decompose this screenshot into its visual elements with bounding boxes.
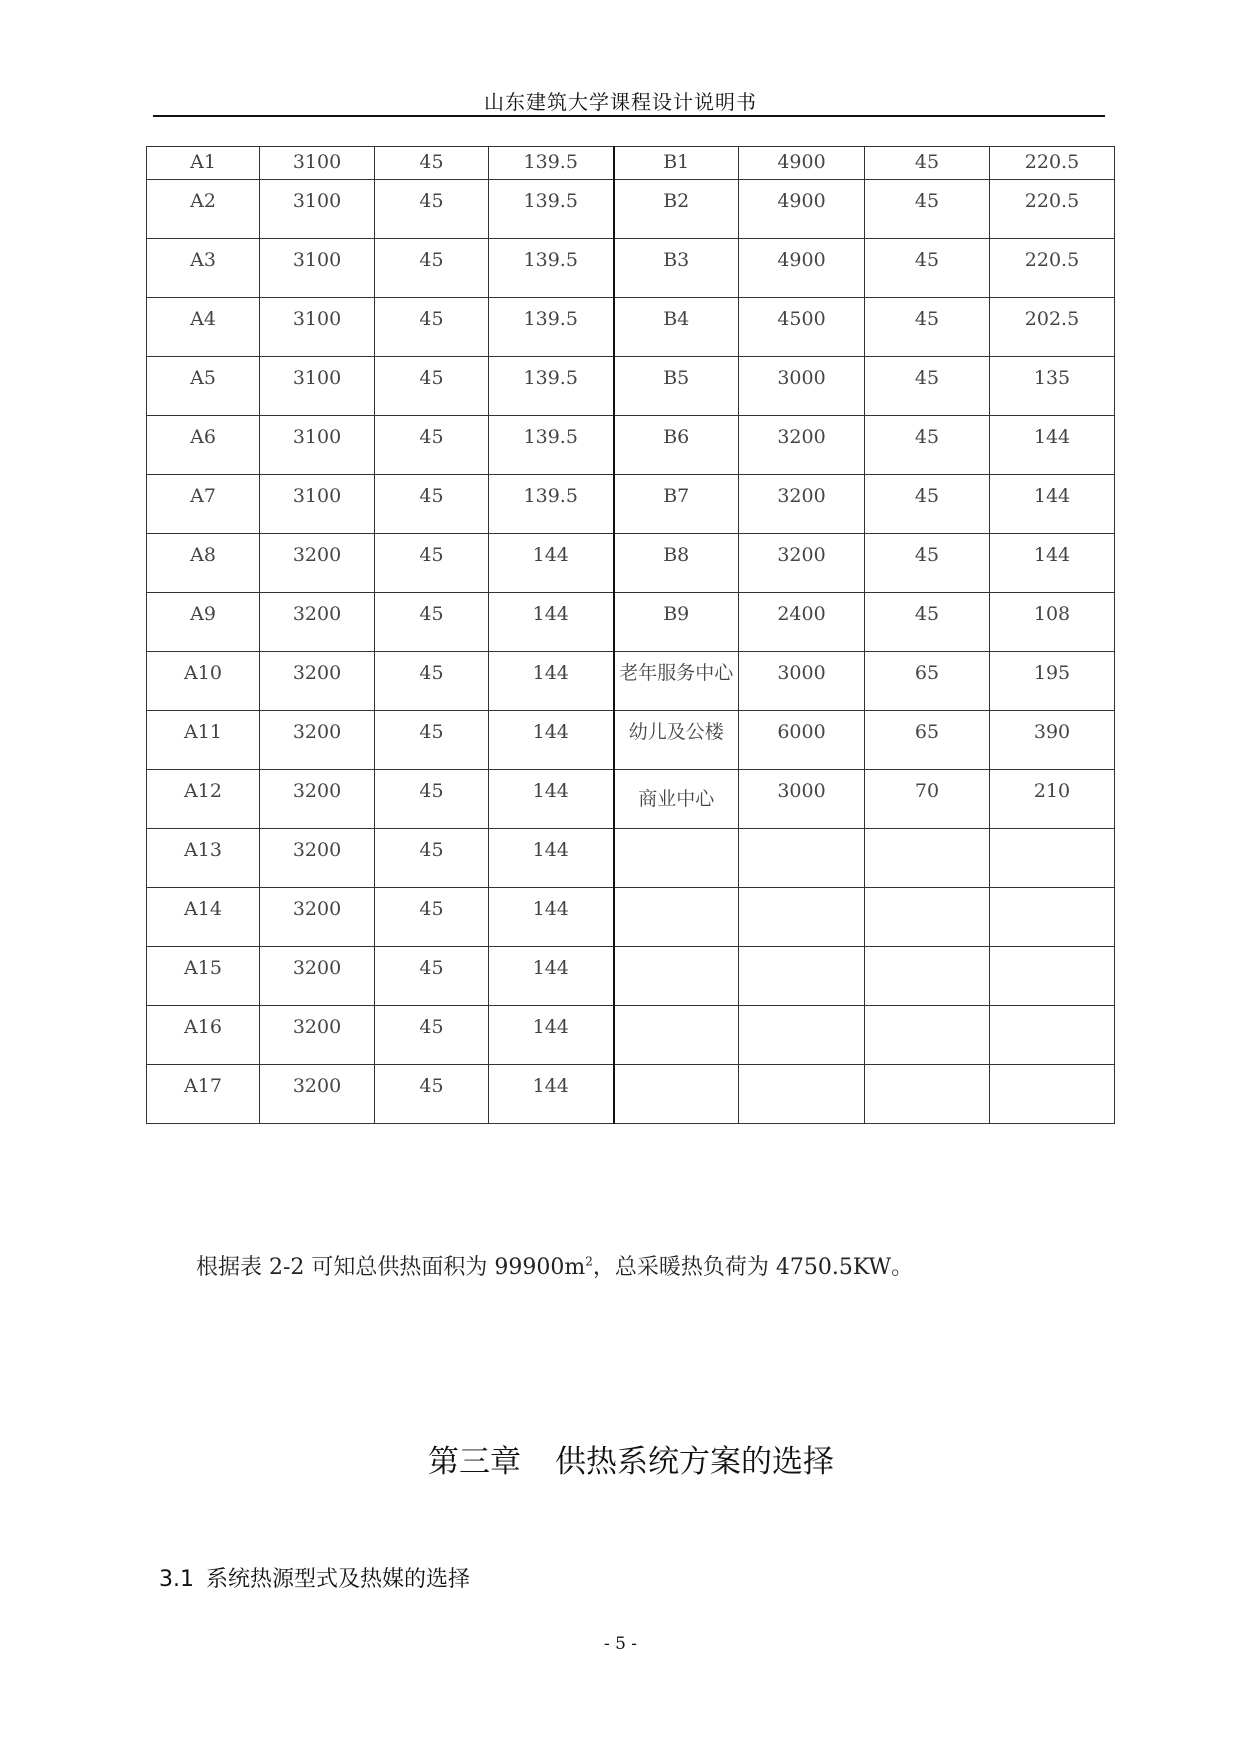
table-row: [147, 475, 1115, 534]
table-cell: A7: [147, 475, 260, 534]
table-cell: B8: [614, 534, 739, 593]
table-cell: 135: [990, 357, 1115, 416]
table-cell: 3200: [260, 534, 375, 593]
table-cell: 45: [375, 770, 489, 829]
table-cell: 3100: [260, 357, 375, 416]
table-cell: B1: [614, 147, 739, 180]
table-row: [147, 770, 1115, 829]
table-row: [147, 416, 1115, 475]
table-cell: 3200: [260, 888, 375, 947]
table-cell: 144: [489, 711, 614, 770]
table-row: [147, 947, 1115, 1006]
table-cell: [865, 947, 990, 1006]
table-cell: [739, 947, 865, 1006]
summary-text-before: 根据表 2-2 可知总供热面积为 99900m: [196, 1255, 586, 1280]
table-cell: A12: [147, 770, 260, 829]
table-cell: 3200: [260, 1065, 375, 1124]
table-cell: [614, 947, 739, 1006]
section-title: 系统热源型式及热媒的选择: [206, 1567, 471, 1592]
table-cell: 45: [375, 357, 489, 416]
table-cell: 45: [375, 947, 489, 1006]
table-cell: [865, 1065, 990, 1124]
table-cell: A8: [147, 534, 260, 593]
table-cell: 45: [375, 416, 489, 475]
table-cell: A4: [147, 298, 260, 357]
table-cell: 139.5: [489, 475, 614, 534]
table-cell: [990, 829, 1115, 888]
table-cell: 3100: [260, 239, 375, 298]
table-cell: [614, 829, 739, 888]
table-cell: 45: [865, 239, 990, 298]
table-cell: 144: [489, 652, 614, 711]
table-row: [147, 1065, 1115, 1124]
table-row: [147, 888, 1115, 947]
table-cell: 139.5: [489, 147, 614, 180]
table-row: [147, 829, 1115, 888]
table-cell: B9: [614, 593, 739, 652]
table-cell: B6: [614, 416, 739, 475]
table-cell: 45: [865, 593, 990, 652]
table-cell: 45: [865, 147, 990, 180]
table-cell: 3100: [260, 475, 375, 534]
table-cell: 144: [489, 534, 614, 593]
table-cell: 45: [375, 888, 489, 947]
table-cell: [614, 1065, 739, 1124]
table-row: [147, 534, 1115, 593]
section-heading: [159, 1562, 470, 1593]
table-cell: 4500: [739, 298, 865, 357]
table-cell: [990, 888, 1115, 947]
table-cell: 144: [489, 770, 614, 829]
table-cell: B7: [614, 475, 739, 534]
table-cell: [990, 947, 1115, 1006]
table-cell: 45: [375, 711, 489, 770]
table-cell: 45: [375, 475, 489, 534]
table-cell: 220.5: [990, 147, 1115, 180]
table-cell: 45: [375, 652, 489, 711]
table-cell: [739, 1006, 865, 1065]
table-cell: 45: [865, 180, 990, 239]
table-cell: 139.5: [489, 239, 614, 298]
table-cell: 3200: [260, 711, 375, 770]
table-cell: 195: [990, 652, 1115, 711]
table-cell: 144: [489, 829, 614, 888]
table-cell: 144: [990, 534, 1115, 593]
table-row: [147, 357, 1115, 416]
table-cell: 3000: [739, 357, 865, 416]
table-cell: A16: [147, 1006, 260, 1065]
table-cell: A5: [147, 357, 260, 416]
table-cell: 390: [990, 711, 1115, 770]
table-cell: 45: [375, 593, 489, 652]
page-header-title: 山东建筑大学课程设计说明书: [484, 90, 757, 114]
table-cell: A17: [147, 1065, 260, 1124]
table-cell: [990, 1065, 1115, 1124]
table-cell: 3200: [260, 1006, 375, 1065]
table-cell: [739, 888, 865, 947]
table-cell: 3100: [260, 147, 375, 180]
table-cell: 3100: [260, 298, 375, 357]
table-cell: A3: [147, 239, 260, 298]
table-cell: 45: [375, 534, 489, 593]
chapter-title: 供热系统方案的选择: [555, 1444, 834, 1480]
table-row: [147, 652, 1115, 711]
chapter-number: 第三章: [428, 1444, 521, 1480]
table-cell: 老年服务中心: [614, 652, 739, 711]
table-cell: [865, 888, 990, 947]
table-cell: B3: [614, 239, 739, 298]
table-cell: 3200: [260, 829, 375, 888]
table-cell: 3200: [260, 947, 375, 1006]
table-cell: 45: [865, 416, 990, 475]
table-cell: 70: [865, 770, 990, 829]
table-cell: 144: [489, 593, 614, 652]
summary-unit-exponent: 2: [585, 1254, 593, 1269]
header-divider: [153, 115, 1105, 117]
table-cell: 144: [990, 416, 1115, 475]
table-cell: 139.5: [489, 416, 614, 475]
table-row: [147, 239, 1115, 298]
table-row: [147, 1006, 1115, 1065]
table-row: [147, 711, 1115, 770]
table-cell: 4900: [739, 180, 865, 239]
table-row: [147, 593, 1115, 652]
table-cell: 45: [375, 829, 489, 888]
table-cell: 45: [375, 1006, 489, 1065]
table-cell: 幼儿及公楼: [614, 711, 739, 770]
table-row: [147, 298, 1115, 357]
table-cell: 45: [865, 298, 990, 357]
table-cell: 3100: [260, 180, 375, 239]
section-number: 3.1: [159, 1567, 194, 1592]
summary-paragraph: [196, 1250, 913, 1281]
table-cell: B2: [614, 180, 739, 239]
table-cell: 45: [865, 534, 990, 593]
table-cell: [614, 1006, 739, 1065]
table-cell: 3200: [739, 475, 865, 534]
table-cell: 144: [489, 947, 614, 1006]
table-cell: 65: [865, 711, 990, 770]
table-cell: 108: [990, 593, 1115, 652]
table-cell: 3200: [739, 534, 865, 593]
table-cell: 2400: [739, 593, 865, 652]
table-body: [147, 147, 1115, 1124]
heat-load-table: [146, 146, 1115, 1124]
table-cell: [865, 1006, 990, 1065]
table-cell: 45: [375, 298, 489, 357]
table-cell: A2: [147, 180, 260, 239]
table-cell: 45: [865, 475, 990, 534]
table-cell: [614, 888, 739, 947]
table-cell: 45: [375, 239, 489, 298]
table-cell: A9: [147, 593, 260, 652]
table-cell: 3200: [739, 416, 865, 475]
table-cell: B4: [614, 298, 739, 357]
table-cell: 3200: [260, 770, 375, 829]
table-cell: [739, 829, 865, 888]
table-cell: 商业中心: [614, 770, 739, 829]
summary-text-after: ，总采暖热负荷为 4750.5KW。: [592, 1255, 914, 1280]
table-cell: [739, 1065, 865, 1124]
table-cell: 3100: [260, 416, 375, 475]
table-cell: 3200: [260, 652, 375, 711]
table-row: [147, 147, 1115, 180]
table-cell: 210: [990, 770, 1115, 829]
table-cell: 139.5: [489, 357, 614, 416]
table-cell: [990, 1006, 1115, 1065]
table-cell: 4900: [739, 147, 865, 180]
table-cell: 144: [489, 1006, 614, 1065]
table-cell: 3200: [260, 593, 375, 652]
table-cell: 3000: [739, 652, 865, 711]
table-cell: 45: [375, 180, 489, 239]
table-cell: 220.5: [990, 239, 1115, 298]
table-cell: A11: [147, 711, 260, 770]
table-cell: A1: [147, 147, 260, 180]
table-row: [147, 180, 1115, 239]
table-cell: 144: [990, 475, 1115, 534]
table-cell: 202.5: [990, 298, 1115, 357]
table-cell: 45: [375, 1065, 489, 1124]
page-number: - 5 -: [603, 1634, 638, 1654]
table-cell: A14: [147, 888, 260, 947]
table-cell: 144: [489, 1065, 614, 1124]
table-cell: 220.5: [990, 180, 1115, 239]
table-cell: 45: [865, 357, 990, 416]
table-cell: 139.5: [489, 298, 614, 357]
table-cell: A13: [147, 829, 260, 888]
table-cell: 45: [375, 147, 489, 180]
table-cell: 144: [489, 888, 614, 947]
chapter-heading: [0, 1436, 1241, 1481]
table-cell: A15: [147, 947, 260, 1006]
table-cell: B5: [614, 357, 739, 416]
table-cell: 4900: [739, 239, 865, 298]
table-cell: 6000: [739, 711, 865, 770]
table-cell: 3000: [739, 770, 865, 829]
table-cell: [865, 829, 990, 888]
table-cell: A10: [147, 652, 260, 711]
table-cell: A6: [147, 416, 260, 475]
table-cell: 65: [865, 652, 990, 711]
table-cell: 139.5: [489, 180, 614, 239]
